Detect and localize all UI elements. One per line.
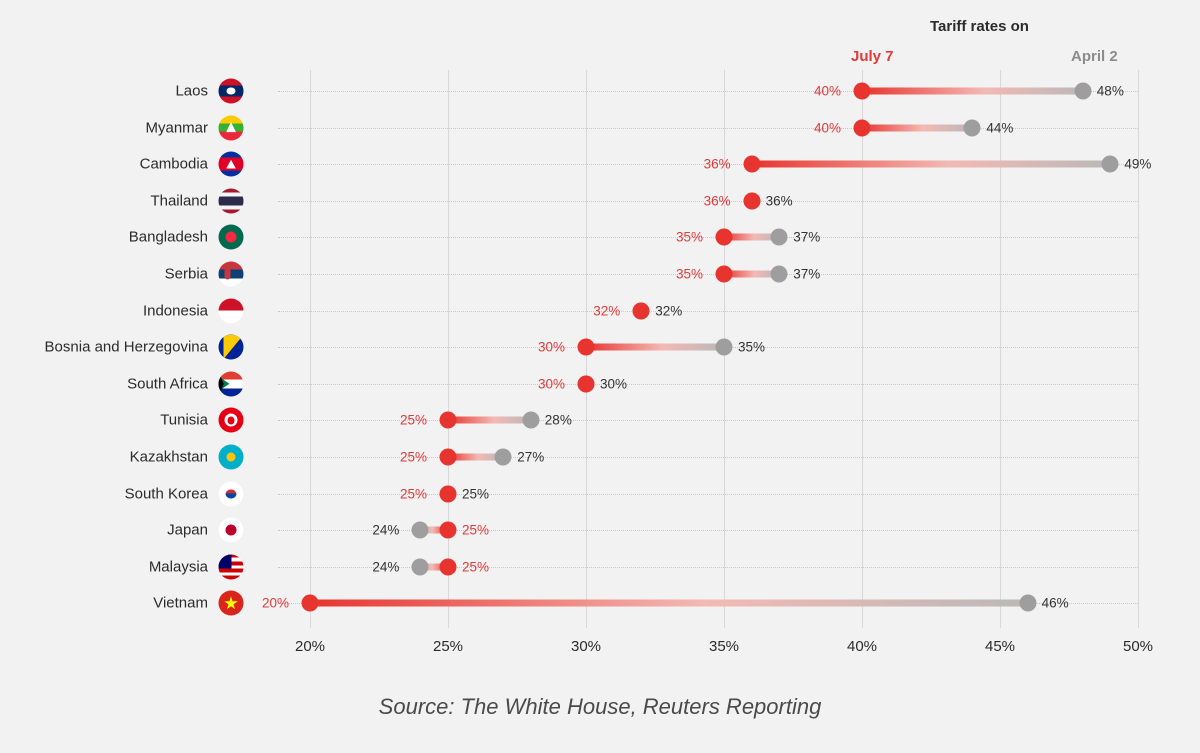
- july-7-value: 30%: [538, 376, 566, 392]
- july-7-value: 36%: [703, 156, 731, 172]
- april-2-value: 36%: [765, 193, 793, 209]
- connector-bar: [310, 600, 1028, 607]
- legend-july-7: July 7: [851, 48, 894, 65]
- country-label: Kazakhstan: [129, 448, 208, 466]
- april-2-value: 25%: [462, 486, 490, 502]
- country-label: Bangladesh: [128, 228, 208, 246]
- x-axis-tick: 30%: [570, 638, 602, 655]
- july-7-value: 20%: [262, 595, 290, 611]
- april-2-value: 30%: [600, 376, 628, 392]
- flag-kazakhstan-icon: [219, 445, 244, 470]
- flag-cambodia-icon: [219, 152, 244, 177]
- april-2-value: 35%: [738, 339, 766, 355]
- country-label: Thailand: [150, 192, 208, 210]
- connector-bar: [862, 124, 972, 131]
- country-label: Indonesia: [142, 302, 208, 320]
- country-label: Japan: [167, 521, 208, 539]
- connector-bar: [448, 417, 531, 424]
- april-2-dot[interactable]: [771, 229, 788, 246]
- country-label: South Korea: [124, 485, 208, 503]
- april-2-dot[interactable]: [495, 449, 512, 466]
- x-axis-tick: 50%: [1122, 638, 1154, 655]
- country-label: Serbia: [164, 265, 208, 283]
- flag-thailand-icon: [219, 188, 244, 213]
- country-label: Tunisia: [160, 411, 208, 429]
- april-2-value: 46%: [1041, 595, 1069, 611]
- april-2-dot[interactable]: [412, 558, 429, 575]
- country-label: Cambodia: [139, 155, 208, 173]
- july-7-dot[interactable]: [440, 485, 457, 502]
- x-axis-tick: 45%: [984, 638, 1016, 655]
- april-2-value: 28%: [544, 412, 572, 428]
- connector-bar: [862, 88, 1083, 95]
- july-7-value: 30%: [538, 339, 566, 355]
- flag-indonesia-icon: [219, 298, 244, 323]
- flag-myanmar-icon: [219, 115, 244, 140]
- chart-title: Tariff rates on: [930, 18, 1029, 35]
- april-2-value: 24%: [372, 522, 400, 538]
- april-2-dot[interactable]: [1074, 83, 1091, 100]
- flag-bosnia-and-herzegovina-icon: [219, 335, 244, 360]
- gridline: [862, 70, 863, 628]
- row-gridline: [278, 530, 1138, 531]
- july-7-dot[interactable]: [743, 192, 760, 209]
- april-2-value: 32%: [655, 303, 683, 319]
- april-2-value: 37%: [793, 266, 821, 282]
- july-7-value: 35%: [676, 266, 704, 282]
- flag-vietnam-icon: [219, 591, 244, 616]
- july-7-dot[interactable]: [440, 449, 457, 466]
- x-axis-tick: 25%: [432, 638, 464, 655]
- april-2-dot[interactable]: [771, 266, 788, 283]
- july-7-dot[interactable]: [440, 522, 457, 539]
- april-2-value: 37%: [793, 229, 821, 245]
- july-7-dot[interactable]: [440, 558, 457, 575]
- july-7-value: 25%: [400, 486, 428, 502]
- row-gridline: [278, 567, 1138, 568]
- x-axis-tick: 40%: [846, 638, 878, 655]
- flag-malaysia-icon: [219, 554, 244, 579]
- april-2-value: 24%: [372, 559, 400, 575]
- flag-bangladesh-icon: [219, 225, 244, 250]
- april-2-dot[interactable]: [716, 339, 733, 356]
- april-2-value: 48%: [1096, 83, 1124, 99]
- gridline: [448, 70, 449, 628]
- connector-bar: [752, 161, 1111, 168]
- july-7-dot[interactable]: [716, 229, 733, 246]
- country-label: Laos: [175, 82, 208, 100]
- flag-tunisia-icon: [219, 408, 244, 433]
- source-note: Source: The White House, Reuters Reporting: [378, 694, 822, 719]
- april-2-dot[interactable]: [522, 412, 539, 429]
- july-7-dot[interactable]: [302, 595, 319, 612]
- connector-bar: [586, 344, 724, 351]
- flag-south-korea-icon: [219, 481, 244, 506]
- april-2-dot[interactable]: [1102, 156, 1119, 173]
- flag-south-africa-icon: [219, 371, 244, 396]
- april-2-value: 27%: [517, 449, 545, 465]
- july-7-dot[interactable]: [440, 412, 457, 429]
- july-7-value: 40%: [814, 83, 842, 99]
- july-7-value: 25%: [400, 449, 428, 465]
- april-2-dot[interactable]: [1019, 595, 1036, 612]
- july-7-dot[interactable]: [716, 266, 733, 283]
- country-label: South Africa: [127, 375, 208, 393]
- july-7-value: 40%: [814, 120, 842, 136]
- flag-laos-icon: [219, 79, 244, 104]
- row-gridline: [278, 311, 1138, 312]
- july-7-value: 25%: [462, 522, 490, 538]
- country-label: Myanmar: [145, 119, 208, 137]
- july-7-dot[interactable]: [854, 83, 871, 100]
- july-7-value: 36%: [703, 193, 731, 209]
- country-label: Bosnia and Herzegovina: [44, 338, 208, 356]
- april-2-dot[interactable]: [412, 522, 429, 539]
- july-7-value: 32%: [593, 303, 621, 319]
- x-axis-tick: 35%: [708, 638, 740, 655]
- july-7-dot[interactable]: [578, 375, 595, 392]
- july-7-dot[interactable]: [578, 339, 595, 356]
- x-axis-tick: 20%: [294, 638, 326, 655]
- flag-japan-icon: [219, 518, 244, 543]
- country-label: Vietnam: [153, 594, 208, 612]
- row-gridline: [278, 237, 1138, 238]
- july-7-value: 25%: [462, 559, 490, 575]
- april-2-value: 49%: [1124, 156, 1152, 172]
- july-7-value: 25%: [400, 412, 428, 428]
- gridline: [310, 70, 311, 628]
- july-7-dot[interactable]: [743, 156, 760, 173]
- gridline: [1000, 70, 1001, 628]
- country-label: Malaysia: [148, 558, 208, 576]
- april-2-dot[interactable]: [964, 119, 981, 136]
- flag-serbia-icon: [219, 262, 244, 287]
- july-7-dot[interactable]: [633, 302, 650, 319]
- legend-april-2: April 2: [1071, 48, 1118, 65]
- gridline: [1138, 70, 1139, 628]
- april-2-value: 44%: [986, 120, 1014, 136]
- july-7-value: 35%: [676, 229, 704, 245]
- row-gridline: [278, 274, 1138, 275]
- row-gridline: [278, 384, 1138, 385]
- july-7-dot[interactable]: [854, 119, 871, 136]
